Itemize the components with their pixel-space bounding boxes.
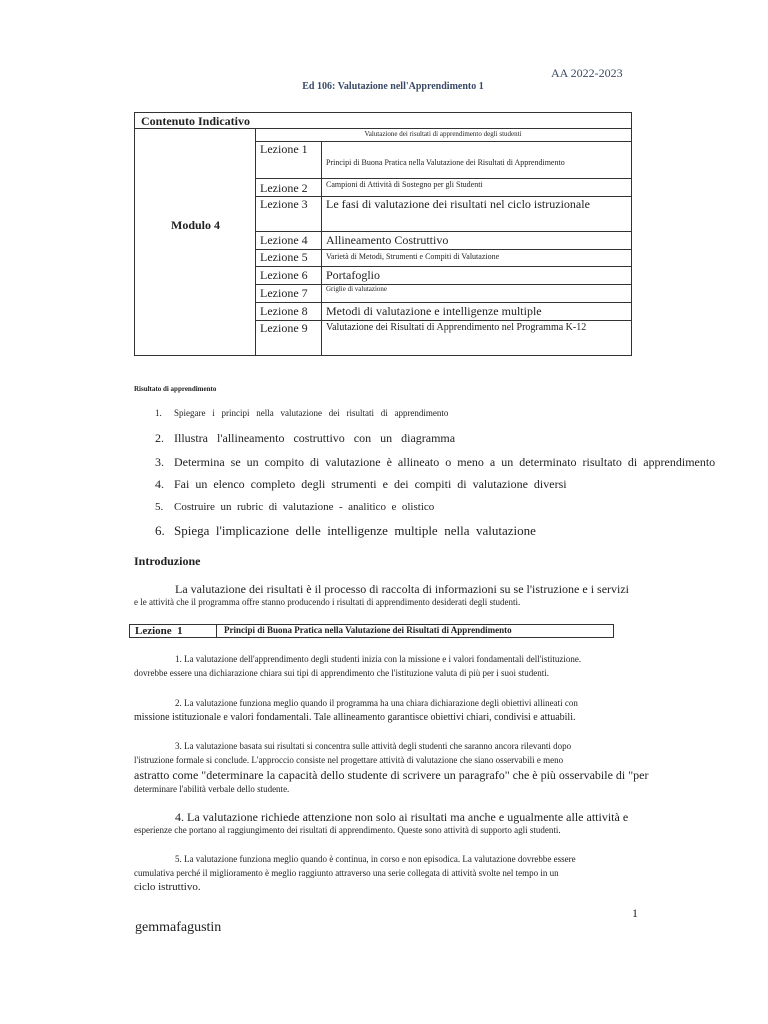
author-name: gemmafagustin	[135, 920, 222, 935]
lesson-title: Portafoglio	[326, 268, 380, 282]
course-title: Ed 106: Valutazione nell'Apprendimento 1	[302, 81, 484, 92]
list-number: 5.	[155, 501, 164, 513]
list-item	[155, 408, 448, 418]
list-item	[155, 455, 715, 470]
lesson-label: Lezione 9	[260, 321, 308, 335]
list-text: Spiegare i principi nella valutazione dei risultati di apprendimento	[174, 408, 449, 418]
lesson-label: Lezione 2	[260, 181, 308, 195]
list-text: Costruire un rubric di valutazione - analitico e olistico	[174, 501, 435, 513]
table-row	[255, 232, 631, 250]
list-number: 2.	[155, 431, 164, 445]
lesson-label: Lezione 6	[260, 268, 308, 282]
list-item	[155, 523, 536, 539]
paragraph-line: ciclo istruttivo.	[134, 881, 201, 893]
table-row	[255, 197, 631, 232]
paragraph-line: 5. La valutazione funziona meglio quando è continua, in corso e non episodica. La valutazione dovrebbe essere	[175, 854, 576, 864]
paragraph-line: cumulativa perché il miglioramento è meglio raggiunto attraverso una serie collegata di attività svolte nel tempo in un	[134, 868, 559, 878]
list-text: Fai un elenco completo degli strumenti e dei compiti di valutazione diversi	[174, 477, 567, 491]
paragraph-line: 3. La valutazione basata sui risultati si concentra sulle attività degli studenti che saranno ancora rilevanti dopo	[175, 741, 572, 751]
paragraph-line: 1. La valutazione dell'apprendimento degli studenti inizia con la missione e i valori fondamentali dell'istituzione.	[175, 654, 582, 664]
paragraph-line: missione istituzionale e valori fondamentali. Tale allineamento garantisce obiettivi chiari, condivisi e attuabili.	[134, 712, 576, 723]
list-text: Illustra l'allineamento costruttivo con un diagramma	[174, 431, 456, 445]
paragraph-line: l'istruzione formale si conclude. L'approccio consiste nel progettare attività di valutazione che siano osservabili e meno	[134, 755, 564, 765]
table-row	[255, 321, 631, 356]
lesson-title: Griglie di valutazione	[326, 285, 388, 293]
outcomes-title: Risultato di apprendimento	[134, 385, 217, 393]
content-table-subheader: Valutazione dei risultati di apprendimento degli studenti	[255, 128, 631, 142]
table-row	[255, 250, 631, 267]
lesson-title: Campioni di Attività di Sostegno per gli Studenti	[326, 180, 483, 189]
list-number: 4.	[155, 477, 164, 491]
list-text: Spiega l'implicazione delle intelligenze multiple nella valutazione	[174, 523, 536, 538]
lesson-label: Lezione 3	[260, 197, 308, 211]
lesson-title: Principi di Buona Pratica nella Valutazione dei Risultati di Apprendimento	[326, 158, 565, 167]
introduction-text: e le attività che il programma offre stanno producendo i risultati di apprendimento desiderati degli studenti.	[134, 597, 521, 607]
table-row	[255, 285, 631, 303]
page-number: 1	[632, 906, 638, 920]
lesson-label: Lezione 1	[260, 142, 308, 156]
table-row	[255, 179, 631, 197]
list-item	[155, 501, 434, 513]
lesson-1-header	[129, 624, 614, 638]
lesson-label: Lezione 8	[260, 304, 308, 318]
list-number: 3.	[155, 455, 164, 469]
paragraph-line: astratto come "determinare la capacità dello studente di scrivere un paragrafo" che è più osservabile di "per	[134, 768, 649, 782]
table-row	[255, 141, 631, 179]
list-item	[155, 431, 455, 446]
paragraph-line: 4. La valutazione richiede attenzione non solo ai risultati ma anche e ugualmente alle attività e	[175, 810, 629, 824]
lesson-label: Lezione 4	[260, 233, 308, 247]
list-number: 6.	[155, 523, 165, 538]
lesson-1-label: Lezione 1	[135, 625, 183, 637]
table-row	[255, 267, 631, 285]
table-row	[255, 303, 631, 321]
lesson-1-title: Principi di Buona Pratica nella Valutazione dei Risultati di Apprendimento	[224, 625, 512, 635]
module-label: Modulo 4	[171, 218, 221, 232]
list-text: Determina se un compito di valutazione è allineato o meno a un determinato risultato di apprendimento	[174, 455, 716, 469]
paragraph-line: dovrebbe essere una dichiarazione chiara sui tipi di apprendimento che l'istituzione valuta di più per i suoi studenti.	[134, 668, 549, 678]
lesson-title: Varietà di Metodi, Strumenti e Compiti di Valutazione	[326, 252, 500, 261]
content-table-header: Contenuto Indicativo	[141, 114, 251, 128]
lesson-label: Lezione 5	[260, 250, 308, 264]
table-divider	[216, 625, 217, 637]
list-number: 1.	[155, 408, 162, 418]
lesson-title: Metodi di valutazione e intelligenze multiple	[326, 304, 542, 318]
lesson-title: Allineamento Costruttivo	[326, 233, 449, 247]
lesson-title: Le fasi di valutazione dei risultati nel ciclo istruzionale	[326, 197, 590, 211]
introduction-text: La valutazione dei risultati è il processo di raccolta di informazioni su se l'istruzione e i servizi	[175, 582, 630, 596]
paragraph-line: esperienze che portano al raggiungimento dei risultati di apprendimento. Queste sono attività di supporto agli studenti.	[134, 825, 561, 835]
paragraph-line: determinare l'abilità verbale dello studente.	[134, 784, 290, 794]
list-item	[155, 477, 567, 492]
lesson-title: Valutazione dei Risultati di Apprendimento nel Programma K-12	[326, 322, 587, 333]
paragraph-line: 2. La valutazione funziona meglio quando il programma ha una chiara dichiarazione degli obiettivi allineati con	[175, 698, 578, 708]
content-table	[134, 112, 632, 356]
lesson-label: Lezione 7	[260, 286, 308, 300]
introduction-heading: Introduzione	[134, 554, 201, 568]
academic-year: AA 2022-2023	[551, 66, 623, 80]
